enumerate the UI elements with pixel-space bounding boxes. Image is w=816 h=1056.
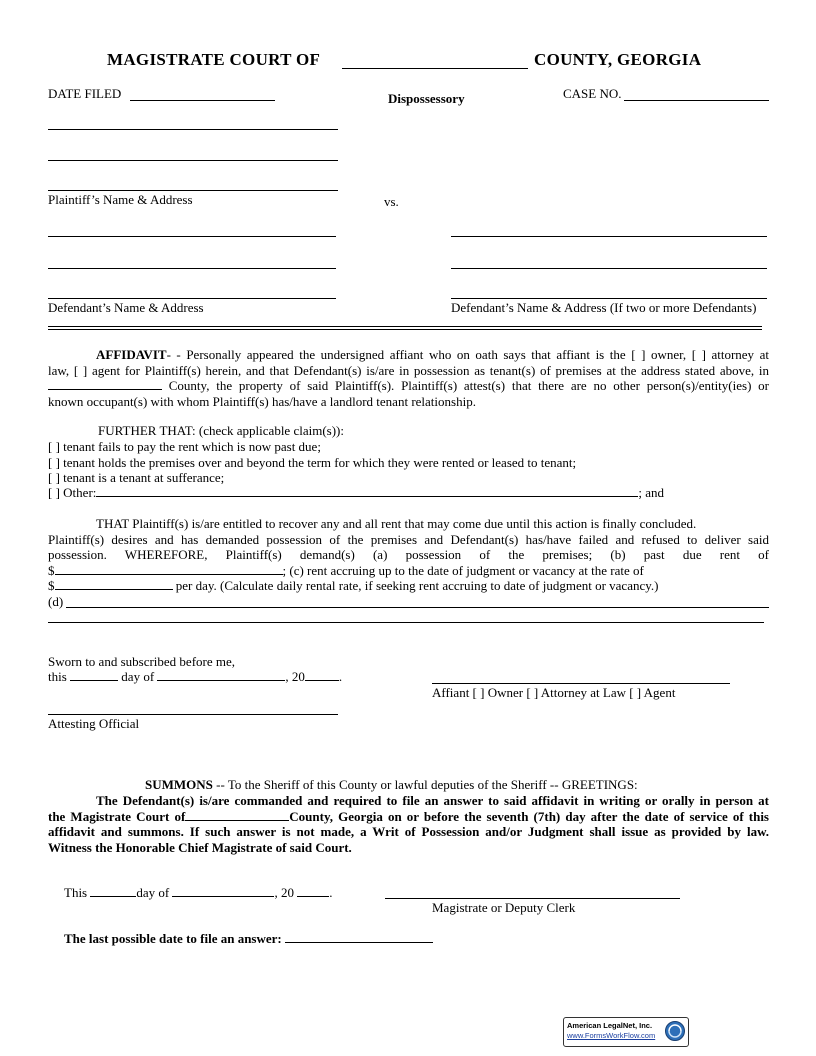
plaintiff-line-1[interactable] — [48, 129, 338, 130]
globe-icon — [664, 1020, 686, 1042]
defendant2-line-1[interactable] — [451, 236, 767, 237]
summons-line-2-start: the Magistrate Court of — [48, 808, 186, 824]
vs-label: vs. — [384, 194, 399, 209]
last-date-blank[interactable] — [285, 931, 433, 943]
claim-2-checkbox[interactable]: [ ] — [48, 455, 60, 470]
entitlement-line-5: per day. (Calculate daily rental rate, if seeking rent accruing to date of judgment or vacancy.) — [175, 578, 659, 593]
entitlement-paragraph — [48, 516, 769, 594]
affidavit-line-3: County, the property of said Plaintiff(s). Plaintiff(s) attest(s) that there are no other person(s)/entity(ies) or — [168, 378, 769, 393]
oath-date-row — [48, 669, 342, 685]
daily-rate-blank[interactable] — [55, 578, 173, 590]
closing-day-of: day of — [136, 885, 170, 900]
defendant-line-1[interactable] — [48, 236, 336, 237]
d-label: (d) — [48, 594, 64, 609]
claim-1[interactable] — [48, 439, 321, 455]
affiant-signature-line[interactable] — [432, 683, 730, 684]
other-suffix: ; and — [638, 485, 665, 500]
last-date-label: The last possible date to file an answer: — [64, 931, 282, 946]
claim-1-checkbox[interactable]: [ ] — [48, 439, 60, 454]
summons-line-3: affidavit and summons. If such answer is not made, a Writ of Possession and/or Judgment shall issue as provided by law. — [48, 824, 769, 839]
section-divider — [48, 326, 762, 327]
oath-period: . — [338, 669, 343, 684]
claim-4[interactable] — [48, 485, 664, 501]
court-title-right: COUNTY, GEORGIA — [534, 50, 702, 69]
sworn-text: Sworn to and subscribed before me, — [48, 654, 236, 669]
claim-3-text: tenant is a tenant at sufferance; — [63, 470, 225, 485]
footer-url[interactable]: www.FormsWorkFlow.com — [567, 1031, 656, 1040]
affiant-role: Affiant [ ] Owner [ ] Attorney at Law [ ] Agent — [432, 685, 676, 700]
county-blank[interactable] — [48, 378, 162, 390]
d-line-2[interactable] — [48, 622, 764, 623]
affidavit-dashes: - - — [166, 347, 181, 362]
claim-2[interactable] — [48, 455, 576, 471]
oath-month-blank[interactable] — [157, 669, 285, 681]
closing-this: This — [64, 885, 88, 900]
summons-heading-row — [145, 777, 638, 793]
summons-greeting: -- To the Sheriff of this County or lawful deputies of the Sheriff -- GREETINGS: — [212, 777, 638, 792]
county-line[interactable] — [342, 68, 528, 69]
further-heading: FURTHER THAT: (check applicable claim(s)): — [98, 423, 344, 438]
entitlement-line-3: possession. WHEREFORE, Plaintiff(s) demand(s) (a) possession of the premises; (b) past due rent of — [48, 547, 769, 562]
defendant-label: Defendant’s Name & Address — [48, 300, 204, 315]
oath-this: this — [48, 669, 67, 684]
closing-day-blank[interactable] — [90, 885, 136, 897]
claim-3[interactable] — [48, 470, 224, 486]
past-due-blank[interactable] — [55, 563, 283, 575]
entitlement-line-1: THAT Plaintiff(s) is/are entitled to recover any and all rent that may come due until this action is finally concluded. — [96, 516, 697, 531]
defendant2-line-3[interactable] — [451, 298, 767, 299]
claim-2-text: tenant holds the premises over and beyond the term for which they were rented or leased to tenant; — [63, 455, 577, 470]
clerk-label: Magistrate or Deputy Clerk — [432, 900, 576, 915]
footer-company: American LegalNet, Inc. — [567, 1021, 653, 1030]
closing-period: . — [329, 885, 333, 900]
court-title-left: MAGISTRATE COURT OF — [107, 50, 321, 69]
attesting-label: Attesting Official — [48, 716, 140, 731]
claim-4-text: Other: — [63, 485, 97, 500]
clerk-signature-line[interactable] — [385, 898, 680, 899]
oath-day-blank[interactable] — [70, 669, 118, 681]
claim-3-checkbox[interactable]: [ ] — [48, 470, 60, 485]
other-blank[interactable] — [96, 485, 638, 497]
oath-year-blank[interactable] — [305, 669, 339, 681]
closing-month-blank[interactable] — [172, 885, 274, 897]
case-no-line[interactable] — [624, 100, 769, 101]
entitlement-line-2: Plaintiff(s) desires and has demanded possession of the premises and Defendant(s) has/have failed and refused to deliver said — [48, 531, 769, 547]
plaintiff-line-3[interactable] — [48, 190, 338, 191]
affidavit-line-4: known occupant(s) with whom Plaintiff(s) has/have a landlord tenant relationship. — [48, 393, 476, 409]
oath-year-prefix: , 20 — [285, 669, 305, 684]
affidavit-paragraph — [48, 347, 769, 409]
defendant2-line-2[interactable] — [451, 268, 767, 269]
last-date-row — [64, 931, 433, 947]
closing-date-row — [64, 885, 332, 901]
defendant2-label: Defendant’s Name & Address (If two or more Defendants) — [451, 300, 757, 315]
section-divider-2 — [48, 329, 762, 330]
dollar-sign-1: $ — [48, 562, 55, 578]
oath-day-of: day of — [121, 669, 155, 684]
closing-year-blank[interactable] — [297, 885, 329, 897]
closing-year-prefix: , 20 — [274, 885, 294, 900]
plaintiff-line-2[interactable] — [48, 160, 338, 161]
summons-heading: SUMMONS — [145, 777, 213, 792]
attesting-signature-line[interactable] — [48, 714, 338, 715]
claim-4-checkbox[interactable]: [ ] — [48, 485, 60, 500]
claim-1-text: tenant fails to pay the rent which is now past due; — [63, 439, 321, 454]
date-filed-line[interactable] — [130, 100, 275, 101]
affidavit-line-2: law, [ ] agent for Plaintiff(s) herein, and that Defendant(s) is/are in possession as tenant(s) of premises at the address stated above, in — [48, 362, 769, 378]
affidavit-heading: AFFIDAVIT — [96, 347, 167, 362]
summons-line-2-end: County, Georgia on or before the seventh (7th) day after the date of service of this — [289, 808, 769, 824]
d-line-1[interactable] — [66, 607, 769, 608]
form-type: Dispossessory — [388, 91, 465, 106]
date-filed-label: DATE FILED — [48, 86, 122, 101]
affidavit-line-1: Personally appeared the undersigned affiant who on oath says that affiant is the [ ] owner, [ ] attorney at — [186, 347, 769, 362]
defendant-line-2[interactable] — [48, 268, 336, 269]
entitlement-line-4: ; (c) rent accruing up to the date of judgment or vacancy at the rate of — [282, 562, 644, 578]
summons-line-4: Witness the Honorable Chief Magistrate of said Court. — [48, 839, 352, 855]
summons-county-blank[interactable] — [185, 809, 289, 821]
dollar-sign-2: $ — [48, 578, 55, 593]
case-no-label: CASE NO. — [563, 86, 622, 101]
summons-line-1: The Defendant(s) is/are commanded and required to file an answer to said affidavit in writing or orally in person at — [96, 793, 769, 808]
plaintiff-label: Plaintiff’s Name & Address — [48, 192, 193, 207]
footer-logo[interactable] — [563, 1017, 689, 1047]
defendant-line-3[interactable] — [48, 298, 336, 299]
summons-paragraph — [48, 793, 769, 855]
